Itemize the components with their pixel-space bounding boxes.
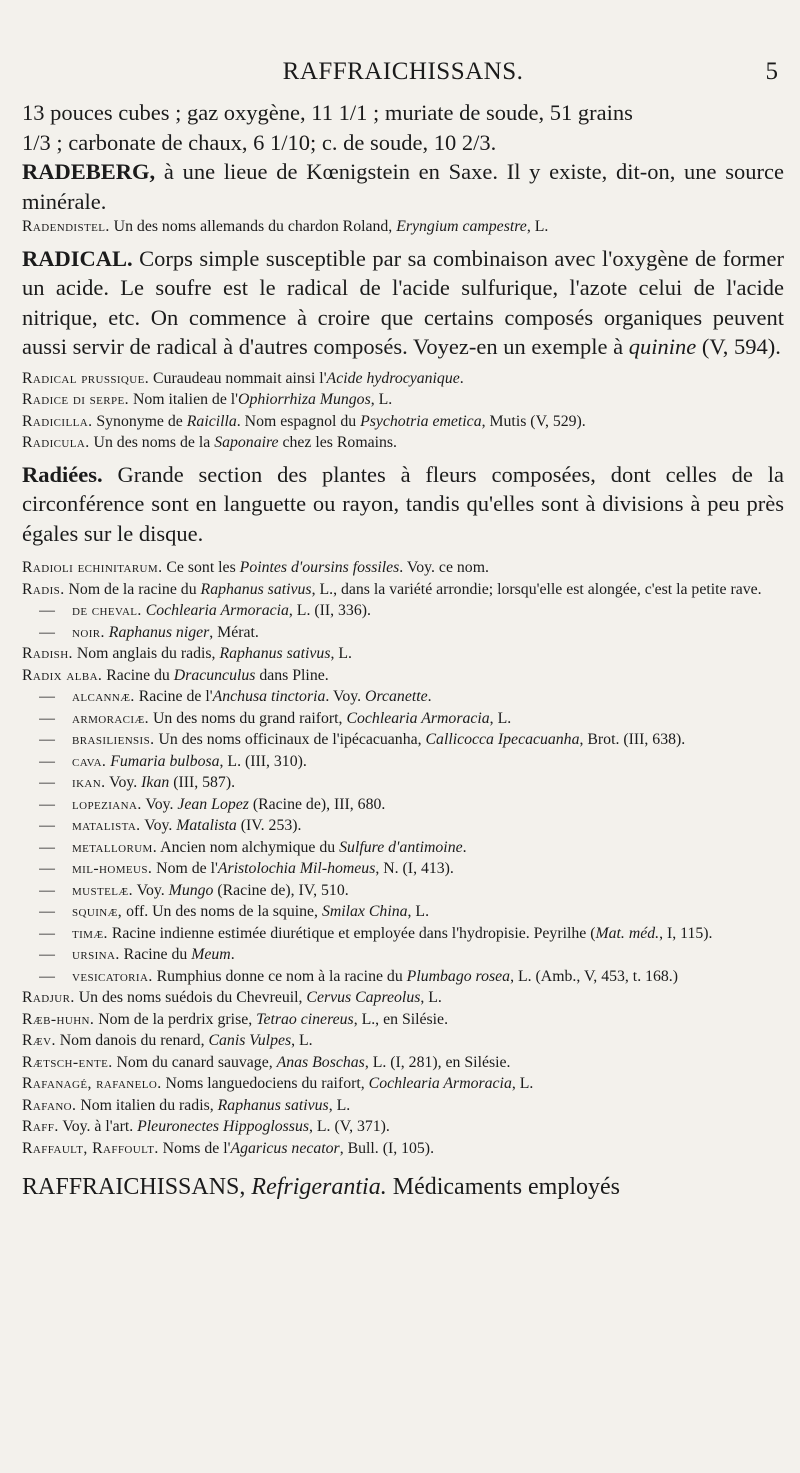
small-entries-2 (22, 557, 784, 1159)
entry-headword: RADICAL. (22, 245, 133, 271)
repeat-dash: — (39, 838, 55, 856)
entry-radix-alba (22, 665, 784, 687)
entry-headword: Radendistel. (22, 218, 110, 235)
cross-reference: Mungo (168, 881, 214, 899)
entry-tail: , L., dans la variété arrondie; lorsqu'elle est alongée, c'est la petite rave. (311, 580, 762, 598)
entry-headword: Radiées. (22, 461, 103, 487)
entry-headword: Ræb-huhn. (22, 1010, 95, 1028)
latin-name: Acide hydrocyanique (326, 369, 460, 387)
entry-text: Voy. (105, 774, 142, 791)
text-line: 1/3 ; carbonate de chaux, 6 1/10; c. de soude, 10 2/3. (22, 129, 497, 155)
entry-text: Nom du canard sauvage, (112, 1053, 277, 1071)
latin-name: Psychotria emetica (360, 412, 482, 430)
entry-text: Rumphius donne ce nom à la racine du (152, 967, 407, 985)
entry-radix-ikan (22, 772, 784, 794)
entry-text: Nom danois du renard, (55, 1032, 209, 1049)
entry-text: off. Un des noms de la squine, (122, 903, 322, 920)
latin-name: Agaricus necator (230, 1139, 340, 1157)
entry-radix-timae (22, 923, 784, 945)
entry-radjur (22, 987, 784, 1009)
entry-tail: , L. (V, 371). (309, 1118, 390, 1135)
entry-tail: , L. (511, 1075, 534, 1092)
entry-tail: , Mérat. (209, 623, 259, 641)
repeat-dash: — (39, 623, 55, 641)
entry-headword: vesicatoria. (72, 967, 153, 985)
entry-raev (22, 1030, 784, 1052)
entry-tail: , L. (II, 336). (288, 602, 371, 619)
cross-reference: Orcanette (365, 688, 428, 705)
entry-tail: , Mutis (V, 529). (481, 412, 586, 430)
entry-radix-brasiliensis (22, 729, 784, 751)
latin-name: Aristolochia Mil-homeus (217, 860, 376, 877)
entry-headword: brasiliensis. (72, 731, 155, 748)
entry-tail: (III, 587). (169, 774, 236, 791)
repeat-dash: — (39, 752, 55, 770)
entry-text: . Nom espagnol du (236, 412, 361, 430)
entry-headword: ursina. (72, 946, 120, 963)
entry-radioli (22, 557, 784, 579)
entry-radix-squinae (22, 901, 784, 923)
entry-tail: , L. (407, 903, 430, 920)
latin-name: Cervus Capreolus (306, 989, 421, 1006)
entry-text: Nom de la perdrix grise, (94, 1010, 257, 1028)
repeat-dash: — (39, 731, 55, 748)
entry-text: Voy. (141, 795, 178, 813)
entry-tail: . (462, 838, 467, 856)
entry-text: Ancien nom alchymique du (157, 838, 340, 856)
entry-text: Un des noms allemands du chardon Roland, (109, 218, 397, 235)
entry-text: Voy. (132, 881, 169, 899)
entry-rafano (22, 1095, 784, 1117)
latin-name: Pointes d'oursins fossiles (239, 559, 400, 576)
entry-headword: Radis. (22, 580, 65, 598)
entry-headword: Rætsch-ente. (22, 1053, 113, 1071)
entry-headword: squinæ, (72, 903, 123, 920)
entry-text: Noms de l' (158, 1139, 231, 1157)
entry-text: Nom italien de l' (129, 391, 239, 408)
latin-name: Callicocca Ipecacuanha (425, 731, 580, 748)
entry-radix-metallorum (22, 837, 784, 859)
entry-radix-matalista (22, 815, 784, 837)
entry-text: Racine du (119, 946, 192, 963)
latin-name: Meum (191, 946, 231, 963)
entry-text: Curaudeau nommait ainsi l' (149, 369, 327, 387)
entry-raetsch-ente (22, 1052, 784, 1074)
repeat-dash: — (39, 774, 55, 791)
entry-headword: mustelæ. (72, 881, 133, 899)
entry-raeb-huhn (22, 1009, 784, 1031)
entry-headword: Radical prussique. (22, 369, 150, 387)
running-title: RAFFRAICHISSANS. (282, 58, 524, 85)
latin-name: Saponaire (214, 434, 279, 451)
entry-radix-armoraciae (22, 708, 784, 730)
entry-headword: noir. (72, 623, 105, 641)
entry-text: Un des noms officinaux de l'ipécacuanha, (154, 731, 426, 748)
entry-headword: Radioli echinitarum. (22, 559, 163, 576)
entry-text: Un des noms du grand raifort, (149, 709, 347, 727)
entry-text: Racine du (102, 666, 174, 684)
entry-text: Synonyme de (92, 412, 187, 430)
entry-tail: . (230, 946, 235, 963)
entry-text: Nom de l' (152, 860, 218, 877)
entry-radix-mil-homeus (22, 858, 784, 880)
latin-name: Anchusa tinctoria (212, 688, 326, 705)
repeat-dash: — (39, 817, 55, 834)
repeat-dash: — (39, 903, 55, 920)
latin-name: Tetrao cinereus (256, 1010, 354, 1028)
citation: Mat. méd. (595, 924, 660, 942)
latin-name: Eryngium campestre (396, 218, 527, 235)
repeat-dash: — (39, 946, 55, 963)
entry-radis-noir (22, 622, 784, 644)
entry-raff (22, 1116, 784, 1138)
entry-headword: RADEBERG, (22, 159, 156, 184)
entry-tail: , L. (291, 1032, 313, 1049)
entry-tail: . (427, 688, 432, 705)
entry-radical-prussique (22, 368, 784, 390)
entry-tail: , L. (III, 310). (219, 752, 307, 770)
cross-reference: Ikan (141, 774, 170, 791)
entry-tail: , Bull. (I, 105). (339, 1139, 435, 1157)
entry-text: Corps simple susceptible par sa combinaison avec l'oxygène de former un acide. Le soufre est le radical de l'acide sulfurique, l'azote celui de l'acide nitrique, etc. On commence à croire que certains composés organiques peuvent aussi servir de radical à d'autres composés. Voyez-en un exemple à (22, 245, 784, 359)
repeat-dash: — (39, 924, 55, 942)
entry-headword: timæ. (72, 924, 108, 942)
entry-text: Voy. (140, 817, 177, 834)
entry-raffault (22, 1138, 784, 1160)
entry-radix-ursina (22, 944, 784, 966)
entry-radical (22, 244, 784, 362)
entry-headword: Radicilla. (22, 412, 93, 430)
entry-tail: , L. (I, 281), en Silésie. (364, 1053, 511, 1071)
latin-name: Raicilla (186, 412, 237, 430)
latin-name: Raphanus sativus (200, 580, 312, 598)
latin-name: Cochlearia Armoracia (141, 602, 289, 619)
repeat-dash: — (39, 688, 55, 705)
entry-radeberg (22, 157, 784, 216)
entry-headword: Radicula. (22, 434, 90, 451)
entry-headword: ikan. (72, 774, 106, 791)
repeat-dash: — (39, 709, 55, 727)
entry-text: Grande section des plantes à fleurs composées, dont celles de la circonférence sont en languette ou rayon, tandis qu'elles sont à divisions à peu près égales sur le disque. (22, 461, 784, 546)
entry-headword: Radice di serpe. (22, 391, 130, 408)
cross-reference: Matalista (176, 817, 237, 834)
entry-tail: chez les Romains. (278, 434, 398, 451)
latin-name: Pleuronectes Hippoglossus (137, 1118, 309, 1135)
running-header (22, 58, 784, 98)
latin-name: Canis Vulpes (208, 1032, 292, 1049)
entry-radice-di-serpe (22, 389, 784, 411)
entry-tail: , L. (330, 645, 352, 662)
entry-headword: Rafano. (22, 1096, 77, 1114)
cross-reference: quinine (628, 334, 697, 359)
page-number: 5 (765, 58, 778, 85)
entry-text: Voy. à l'art. (58, 1118, 138, 1135)
entry-radicilla (22, 411, 784, 433)
latin-name: Dracunculus (173, 666, 256, 684)
entry-text: Médicaments employés (386, 1174, 621, 1200)
entry-radis-de-cheval (22, 600, 784, 622)
latin-name: Raphanus sativus (219, 645, 331, 662)
entry-headword: Radix alba. (22, 666, 103, 684)
latin-name: Sulfure d'antimoine (339, 838, 463, 856)
entry-headword: Radjur. (22, 989, 75, 1006)
entry-tail: (Racine de), III, 680. (248, 795, 386, 813)
entry-tail: , L. (489, 709, 512, 727)
entry-headword: de cheval. (72, 602, 142, 619)
entry-radicula (22, 432, 784, 454)
entry-radiees (22, 460, 784, 549)
entry-tail: , L. (328, 1096, 351, 1114)
entry-tail: dans Pline. (255, 666, 329, 684)
latin-name: Smilax China (321, 903, 408, 920)
entry-tail: (V, 594). (696, 334, 781, 359)
entry-text: Nom de la racine du (64, 580, 201, 598)
latin-name: Ophiorrhiza Mungos (238, 391, 371, 408)
entry-headword: alcannæ. (72, 688, 135, 705)
entry-text: Ce sont les (162, 559, 240, 576)
entry-headword: lopeziana. (72, 795, 142, 813)
entry-headword: Raff. (22, 1118, 59, 1135)
entry-radish (22, 643, 784, 665)
entry-tail: , L. (370, 391, 393, 408)
entry-headword: mil-homeus. (72, 860, 153, 877)
entry-tail: , L. (526, 218, 549, 235)
cross-reference: Jean Lopez (177, 795, 249, 813)
repeat-dash: — (39, 602, 55, 619)
entry-text: Un des noms suédois du Chevreuil, (74, 989, 307, 1006)
repeat-dash: — (39, 795, 55, 813)
repeat-dash: — (39, 967, 55, 985)
entry-headword: Radish. (22, 645, 73, 662)
entry-tail: , I, 115). (659, 924, 713, 942)
latin-name: Cochlearia Armoracia (346, 709, 490, 727)
entry-headword: Ræv. (22, 1032, 56, 1049)
entry-radix-mustelae (22, 880, 784, 902)
entry-text: à une lieue de Kœnigstein en Saxe. Il y existe, dit-on, une source minérale. (22, 159, 784, 214)
entry-rafanage (22, 1073, 784, 1095)
entry-radix-vesicatoria (22, 966, 784, 988)
entry-headword: Raffault, Raffoult. (22, 1139, 159, 1157)
entry-text: . Voy. (325, 688, 366, 705)
entry-tail: . Voy. ce nom. (399, 559, 489, 576)
entry-text: Un des noms de la (89, 434, 215, 451)
entry-raffraichissans (22, 1171, 784, 1203)
entry-tail: (IV. 253). (236, 817, 302, 834)
entry-tail: , L., en Silésie. (353, 1010, 449, 1028)
text-line: 13 pouces cubes ; gaz oxygène, 11 1/1 ; muriate de soude, 51 grains (22, 100, 633, 125)
entry-headword: metallorum. (72, 838, 158, 856)
latin-name: Anas Boschas (276, 1053, 365, 1071)
entry-radix-lopeziana (22, 794, 784, 816)
entry-text: Nom anglais du radis, (72, 645, 220, 662)
entry-headword: cava. (72, 752, 107, 770)
entry-headword: RAFFRAICHISSANS, (22, 1174, 246, 1200)
latin-name: Raphanus sativus (217, 1096, 329, 1114)
entry-radix-alcannae (22, 686, 784, 708)
entry-text: Racine indienne estimée diurétique et employée dans l'hydropisie. Peyrilhe ( (107, 924, 596, 942)
entry-tail: . (459, 369, 464, 387)
entry-headword: armoraciæ. (72, 709, 150, 727)
entry-tail: , L. (Amb., V, 453, t. 168.) (510, 967, 678, 985)
entry-tail: , Brot. (III, 638). (579, 731, 686, 748)
entry-headword: matalista. (72, 817, 141, 834)
latin-name: Raphanus niger (104, 623, 210, 641)
entry-text: Racine de l' (134, 688, 213, 705)
latin-name: Refrigerantia. (245, 1174, 387, 1200)
entry-tail: (Racine de), IV, 510. (213, 881, 349, 899)
entry-headword: Rafanagé, rafanelo. (22, 1075, 162, 1092)
entry-text: Nom italien du radis, (76, 1096, 218, 1114)
small-entries-1 (22, 368, 784, 454)
entry-text: Noms languedociens du raifort, (161, 1075, 369, 1092)
repeat-dash: — (39, 881, 55, 899)
latin-name: Plumbago rosea (406, 967, 511, 985)
entry-tail: , N. (I, 413). (375, 860, 454, 877)
entry-tail: , L. (420, 989, 442, 1006)
top-continuation (22, 98, 784, 157)
entry-radis (22, 579, 784, 601)
latin-name: Cochlearia Armoracia (368, 1075, 512, 1092)
entry-radix-cava (22, 751, 784, 773)
latin-name: Fumaria bulbosa (106, 752, 220, 770)
repeat-dash: — (39, 860, 55, 877)
entry-radendistel (22, 216, 784, 238)
